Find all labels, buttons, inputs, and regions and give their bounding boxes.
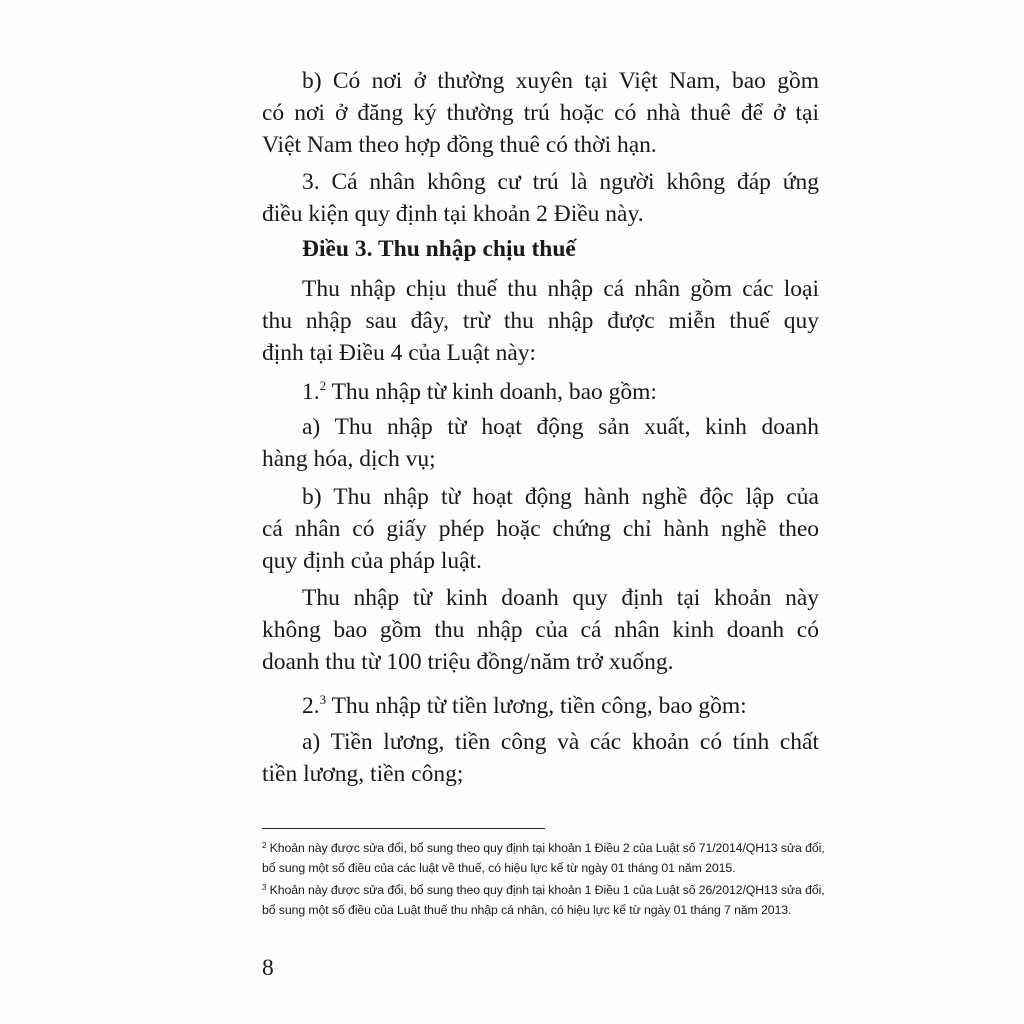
para-intro-line-1 (302, 278, 819, 302)
item-2a-line-2 (262, 763, 819, 787)
item-number: 2. (302, 693, 320, 719)
page-number: 8 (262, 955, 274, 981)
para-3-line-1 (302, 171, 819, 195)
exclusion-line-3 (262, 651, 819, 675)
text-line: Thu nhập từ kinh doanh quy định tại khoản này (302, 585, 819, 611)
footnote-divider (262, 828, 545, 829)
text-line: Thu nhập từ kinh doanh, bao gồm: (326, 379, 657, 405)
footnote-ref: 2 (319, 378, 327, 393)
item-number: 1. (302, 379, 320, 405)
text-line: hàng hóa, dịch vụ; (262, 446, 436, 472)
item-1a-line-1 (302, 416, 819, 440)
exclusion-line-2 (262, 619, 819, 643)
text-line: Việt Nam theo hợp đồng thuê có thời hạn. (262, 132, 657, 158)
text-line: không bao gồm thu nhập của cá nhân kinh doanh có (262, 617, 819, 643)
footnote-text: bổ sung một số điều của các luật về thuế, có hiệu lực kể từ ngày 01 tháng 01 năm 2015. (262, 861, 736, 875)
para-b-line-3 (262, 134, 819, 158)
heading-text: Điều 3. Thu nhập chịu thuế (302, 236, 576, 262)
footnote-text: Khoản này được sửa đổi, bổ sung theo quy định tại khoản 1 Điều 2 của Luật số 71/2014/QH13 sửa đổi, (266, 841, 825, 855)
item-1a-line-2 (262, 448, 819, 472)
footnote-text: bổ sung một số điều của Luật thuế thu nhập cá nhân, có hiệu lực kể từ ngày 01 tháng 7 năm 2013. (262, 903, 792, 917)
exclusion-line-1 (302, 587, 819, 611)
para-3-line-2 (262, 203, 819, 227)
text-line: tiền lương, tiền công; (262, 761, 464, 787)
text-line: a) Thu nhập từ hoạt động sản xuất, kinh doanh (302, 414, 819, 440)
text-line: có nơi ở đăng ký thường trú hoặc có nhà thuê để ở tại (262, 100, 819, 126)
article-heading (302, 238, 859, 262)
item-2a-line-1 (302, 731, 819, 755)
footnote-mark: 2 (262, 841, 267, 850)
text-line: cá nhân có giấy phép hoặc chứng chỉ hành nghề theo (262, 516, 819, 542)
para-intro-line-3 (262, 342, 819, 366)
text-line: Thu nhập chịu thuế thu nhập cá nhân gồm các loại (302, 276, 819, 302)
para-intro-line-2 (262, 310, 819, 334)
para-b-line-1 (302, 70, 819, 94)
text-line: quy định của pháp luật. (262, 548, 482, 574)
text-line: b) Thu nhập từ hoạt động hành nghề độc lập của (302, 484, 819, 510)
item-1b-line-3 (262, 550, 819, 574)
text-line: a) Tiền lương, tiền công và các khoản có tính chất (302, 729, 819, 755)
footnote-mark: 3 (262, 883, 267, 892)
item-1b-line-1 (302, 486, 819, 510)
text-line: Thu nhập từ tiền lương, tiền công, bao gồm: (326, 693, 747, 719)
text-line: 3. Cá nhân không cư trú là người không đáp ứng (302, 169, 819, 195)
item-2-line (302, 693, 859, 719)
footnote-2-line-2 (262, 862, 822, 874)
text-line: điều kiện quy định tại khoản 2 Điều này. (262, 201, 644, 227)
text-line: b) Có nơi ở thường xuyên tại Việt Nam, bao gồm (302, 68, 819, 94)
footnote-3-line-1 (262, 883, 825, 897)
footnote-2-line-1 (262, 841, 825, 855)
text-line: định tại Điều 4 của Luật này: (262, 340, 537, 366)
item-1b-line-2 (262, 518, 819, 542)
footnote-ref: 3 (319, 692, 327, 707)
footnote-text: Khoản này được sửa đổi, bổ sung theo quy định tại khoản 1 Điều 1 của Luật số 26/2012/QH13 sửa đổi, (266, 883, 825, 897)
para-b-line-2 (262, 102, 819, 126)
text-line: doanh thu từ 100 triệu đồng/năm trở xuống. (262, 649, 674, 675)
footnote-3-line-2 (262, 904, 822, 916)
text-line: thu nhập sau đây, trừ thu nhập được miễn thuế quy (262, 308, 819, 334)
item-1-line (302, 379, 859, 405)
